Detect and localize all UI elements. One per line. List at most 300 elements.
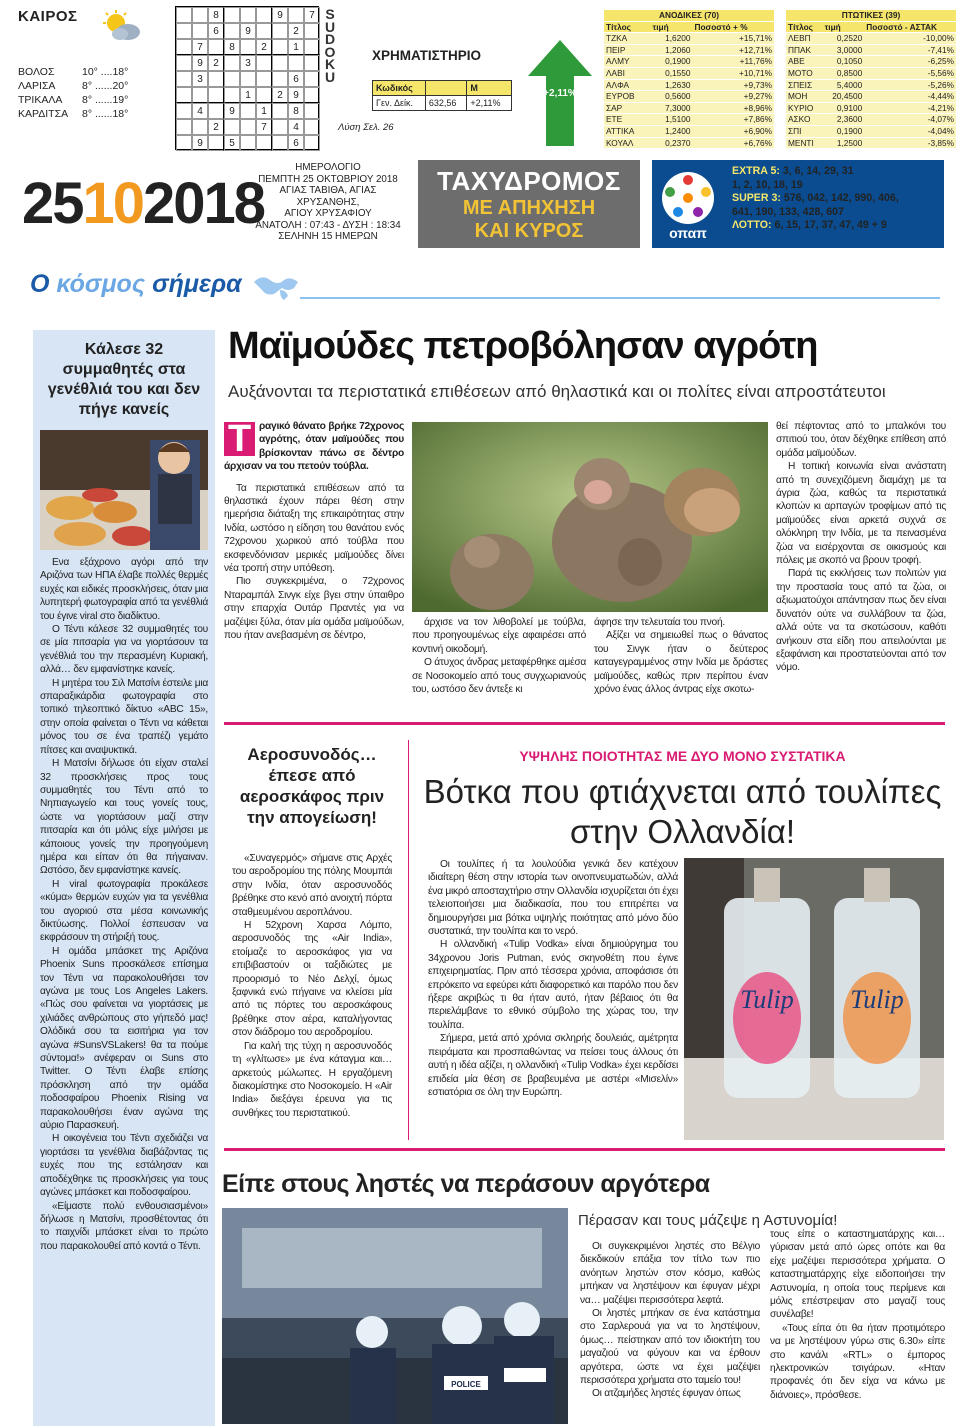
risers-cell: +8,96% [692,102,774,114]
sudoku-letter: K [324,56,336,72]
paragraph: άφησε την τελευταία του πνοή. [594,617,725,628]
sudoku-cell [176,135,192,151]
risers-cell: ΤΖΚΑ [604,33,651,45]
risers-cell: 1,2400 [651,125,693,137]
paragraph: Ο Τέντι κάλεσε 32 συμμαθητές του σε μία πιτσαρία για να γιορτάσουν τα γενέθλιά του την περασμένη Κυριακή, αλλά… δεν εμφανίστηκε κανείς. [40,624,208,676]
sudoku-cell: 9 [192,55,208,71]
paragraph: Η viral φωτογραφία προκάλεσε «κύμα» θερμών ευχών για τα γενέθλια του αγοριού στα μέσα κοινωνικής δικτύωσης. Πολλοί έσπευσαν να εκφράσουν τη στήριξή τους. [40,878,208,944]
sudoku-cell: 2 [272,87,288,103]
table-row [786,114,956,126]
stock-index-table [372,80,512,111]
weather-box [18,8,168,148]
fallers-cell: 1,2500 [823,137,865,149]
sudoku-cell: 3 [192,71,208,87]
table-row [604,102,774,114]
main-column-1 [224,420,404,643]
sudoku-cell [224,23,240,39]
sudoku-cell [304,135,320,151]
sudoku-cell [240,119,256,135]
risers-col-header: Τίτλος [604,21,651,33]
sudoku-cell [192,7,208,23]
sudoku-cell [224,55,240,71]
sudoku-cell: 4 [288,119,304,135]
vodka-bottles-image [684,858,944,1140]
fallers-cell: 0,1900 [823,125,865,137]
sudoku-cell: 1 [256,103,272,119]
risers-title: ΑΝΟΔΙΚΕΣ (70) [604,10,774,21]
fallers-cell: ΣΠΙ [786,125,823,137]
risers-cell: 1,2630 [651,79,693,91]
paragraph: Η μητέρα του Σιλ Ματσίνι έστειλε μια σπαραξικάρδια φωτογραφία στο τοπικό τηλεοπτικό δίκτυο «ABC 15», στην οποία φαίνεται ο Τέντι να κάθεται μόνος του σε ένα τραπέζι γεμάτο πίτσες και αναψυκτικά. [40,677,208,756]
fallers-cell: 0,2520 [823,33,865,45]
section-word-3: σήμερα [152,270,242,298]
paragraph: Οι ληστές μπήκαν σε ένα κατάστημα στο Σαρλερουά για να το ληστέψουν, όμως… πείστηκαν από τον ιδιοκτήτη του μαγαζιού να φύγουν και να έρθουν αργότερα, ώστε να έχει μαζέψει περισσότερα χρήματα στο ταμείο του! [580,1308,760,1387]
sudoku-cell: 7 [256,119,272,135]
fallers-cell: -6,25% [864,56,956,68]
sudoku-cell [304,87,320,103]
sudoku-cell [304,119,320,135]
sudoku-cell [176,7,192,23]
weather-row [18,65,168,79]
sudoku-cell: 5 [224,135,240,151]
fallers-cell: 5,4000 [823,79,865,91]
sudoku-cell [272,135,288,151]
table-row [786,125,956,137]
weather-temp: 8° ......20° [82,80,129,92]
table-row [786,33,956,45]
sudoku-cell [192,119,208,135]
fallers-cell: -4,04% [864,125,956,137]
sudoku-cell: 3 [240,55,256,71]
vertical-divider [408,740,409,1140]
risers-cell: 0,1550 [651,67,693,79]
fallers-cell: -5,26% [864,79,956,91]
paragraph: Οι ατζαμήδες ληστές έφυγαν όπως [592,1388,741,1400]
sudoku-cell [304,23,320,39]
sudoku-cell [208,39,224,55]
newspaper-name: ΤΑΧΥΔΡΟΜΟΣ [437,166,621,196]
sudoku-cell: 2 [208,55,224,71]
sudoku-cell [240,135,256,151]
main-lead-text: ραγικό θάνατο βρήκε 72χρονος αγρότης, όταν μαϊμούδες που βρίσκονταν πάνω σε δέντρο άρχισαν να του πετούν τούβλα. [224,421,404,473]
risers-cell: +6,90% [692,125,774,137]
lottery-line [732,219,899,233]
newspaper-banner [418,160,640,248]
newspaper-slogan-1: ΜΕ ΑΠΗΧΗΣΗ [462,197,596,219]
paragraph: Τα περιστατικά επιθέσεων από τα θηλαστικά έχουν πάρει θέση στην ημερήσια διάταξη της επικαιρότητας στην Ινδία, ωστόσο η είδηση του θανάτου ενός 72χρονου χωρικού από τούβλα που εκσφενδόνισαν μερικές μαϊμούδες δίνει νέα τροπή στην υπόθεση. [224,482,404,575]
sudoku-cell [256,135,272,151]
sudoku-letter: S [325,6,335,22]
table-row [786,137,956,149]
section-word-2: κόσμος [56,270,153,298]
calendar-line: ΗΜΕΡΟΛΟΓΙΟ [295,162,361,173]
calendar-line: ΑΓΙΟΥ ΧΡΥΣΑΦΙΟΥ [284,208,372,219]
sudoku-cell [192,23,208,39]
risers-cell: ΚΟΥΑΛ [604,137,651,149]
risers-cell: +10,71% [692,67,774,79]
date-year: 2018 [143,171,265,236]
paragraph: Η 52χρονη Χαρσα Λόμπο, αεροσυνοδός της «Air India», ετοίμαζε το αεροσκάφος για να επιβιβαστούν οι ταξιδιώτες με προορισμό το Νέο Δελχί, όμως ξαφνικά ενώ πήγαινε να κλείσει μία από τις πόρτες του αεροσκάφους βρέθηκε στον αέρα, καταλήγοντας στον διάδρομο του αεροδρομίου. [232,920,392,1039]
sudoku-cell [304,71,320,87]
sudoku-cell: 9 [272,7,288,23]
fallers-cell: ΑΒΕ [786,56,823,68]
date-day: 25 [22,171,83,236]
sudoku-cell [192,87,208,103]
air-headline: Αεροσυνοδός… έπεσε από αεροσκάφος πριν την απογείωση! [239,745,385,827]
weather-temp: 8° ......18° [82,108,129,120]
sudoku-cell [288,55,304,71]
calendar-line: ΠΕΜΠΤΗ 25 ΟΚΤΩΒΡΙΟΥ 2018 [258,173,398,185]
sudoku-cell [256,55,272,71]
sudoku-cell: 4 [192,103,208,119]
sudoku-cell: 8 [208,7,224,23]
sudoku-cell: 9 [288,87,304,103]
sudoku-cell [176,103,192,119]
table-row [604,79,774,91]
paragraph: Η οικογένεια του Τέντι σχεδιάζει να γιορτάσει τα γενέθλια διαβάζοντας τις ευχές που της εστάλησαν και αποδέχθηκε τις προσκλήσεις για τους αγώνες μπάσκετ και ποδοσφαίρου. [40,1133,208,1199]
sudoku-cell [176,119,192,135]
table-row [604,67,774,79]
police-badge-text: POLICE [451,1380,481,1389]
paragraph: Οι συγκεκριμένοι ληστές στο Βέλγιο διεκδικούν επάξια τον τίτλο των πιο ανόητων ληστών στον κόσμο, καθώς μπήκαν να ληστέψουν και έφυγαν μέχρι να… μαζέψει περισσότερα λεφτά. [580,1241,760,1306]
sun-cloud-icon [102,10,142,42]
weather-row [18,79,168,93]
risers-cell: +15,71% [692,33,774,45]
divider-rule [224,722,945,725]
table-row [786,79,956,91]
sudoku-cell [240,7,256,23]
vodka-headline: Βότκα που φτιάχνεται από τουλίπες στην Ολλανδία! [423,773,942,850]
table-row [604,44,774,56]
paragraph: Αξίζει να σημειωθεί πως ο θάνατος του Σινγκ ήταν ο δεύτερος καταγεγραμμένος στην Ινδία με δράστες μαϊμούδες, καθώς πριν περίπου έναν χρόνο ένας άλλος άντρας είχε σκοτω- [594,630,768,696]
sudoku-letter: D [324,31,336,47]
sudoku-cell [272,103,288,119]
risers-cell: 7,3000 [651,102,693,114]
weather-city: ΒΟΛΟΣ [18,66,55,78]
main-column-4 [776,420,946,675]
fallers-cell: -4,44% [864,91,956,103]
sudoku-cell [256,7,272,23]
arrow-change-label: +2,11% [543,88,577,99]
paragraph: Η ολλανδική «Tulip Vodka» είναι δημιούργημα του 34χρονου Joris Putman, ενός σκηνοθέτη που έγινε επιχειρηματίας. Πριν από τέσσερα χρόνια, αποφάσισε ότι επρόκειτο να εφεύρει κάτι διαφορετικό και παρόλο που δεν ήξερε ακριβώς τι θα ήταν αυτό, ήταν βέβαιος ότι θα περιελάμβανε το εθνικό σύμβολο της χώρας του, την τουλίπα. [428,939,678,1031]
paragraph: Για καλή της τύχη η αεροσυνοδός τη «γλίτωσε» με ένα κάταγμα και… αρκετούς μώλωπες. Η εργαζόμενη διακομίστηκε στο Νοσοκομείο. Η «Air India» διεξάγει έρευνα για τις συνθήκες του περιστατικού. [232,1040,392,1119]
fallers-cell: -4,21% [864,102,956,114]
monkeys-photo [412,422,768,612]
paragraph: Η Ματσίνι δήλωσε ότι είχαν σταλεί 32 προσκλήσεις προς τους συμμαθητές του Τέντι από το Νηπιαγωγείο και τους γονείς τους, ώστε να γιορτάσουν μαζί στην πιτσαρία και ότι μόλις είχε μιλήσει με κάποιους γονείς την προηγούμενη ημέρα και είπαν ότι θα πήγαιναν. Ωστόσο, δεν εμφανίστηκε κανείς. [40,758,208,877]
risers-col-header: Ποσοστό + % [692,21,774,33]
paragraph: τους είπε ο καταστηματάρχης και… γύρισαν μετά από ώρες οπότε και θα είχε μαζέψει περισσότερα χρήματα. Ο καταστηματάρχης είχε ειδοποιήσει την Αστυνομία, η οποία τους περίμενε και μόλις επέστρεψαν στο μαγαζί τους συνέλαβε! [770,1229,945,1321]
sudoku-cell [208,103,224,119]
stock-head-m: Μ [467,81,512,96]
stock-index-value: 632,56 [425,96,467,111]
risers-cell: ΑΛΜΥ [604,56,651,68]
sudoku-cell: 8 [224,39,240,55]
fallers-col-header: Τίτλος [786,21,823,33]
risers-cell: ΑΤΤΙΚΑ [604,125,651,137]
sudoku-cell [256,71,272,87]
sudoku-cell [224,119,240,135]
risers-cell: 0,5600 [651,91,693,103]
police-image [222,1208,568,1424]
sudoku-cell [176,55,192,71]
main-headline: Μαϊμούδες πετροβόλησαν αγρότη [228,325,818,367]
sidebar-headline: Κάλεσε 32 συμμαθητές στα γενέθλιά του και δεν πήγε κανείς [47,341,201,418]
sudoku-cell [208,135,224,151]
lottery-game: ΛΟΤΤΟ: [732,219,772,232]
sudoku-cell [272,55,288,71]
sudoku-cell [224,87,240,103]
section-title [30,270,242,299]
risers-cell: ΕΥΡΟΒ [604,91,651,103]
thieves-headline: Είπε στους ληστές να περάσουν αργότερα [222,1170,710,1198]
table-row [604,91,774,103]
risers-cell: ΛΑΒΙ [604,67,651,79]
risers-cell: +6,76% [692,137,774,149]
lottery-game: EXTRA 5: [732,165,780,177]
table-row [604,125,774,137]
fallers-cell: -4,07% [864,114,956,126]
risers-cell: 0,2370 [651,137,693,149]
paragraph: άρχισε να τον λιθοβολεί με τούβλα, που προηγουμένως είχε αφαιρέσει από κοντινή οικοδομή. [412,617,586,655]
weather-row [18,107,168,121]
sudoku-letter: U [324,68,336,85]
fallers-cell: 3,0000 [823,44,865,56]
fallers-cell: ΛΕΒΠ [786,33,823,45]
vodka-bottles-photo [684,858,944,1140]
thieves-column-2 [770,1228,945,1402]
stock-index-change: +2,11% [467,96,512,111]
paragraph: Οι τουλίπες ή τα λουλούδια γενικά δεν κατέχουν ιδιαίτερη θέση στην ιστορία των οινοπνευματωδών, αλλά ένα μικρό αποσταχτήριο στην Ολλανδία ισχυρίζεται ότι έχει τελειοποιήσει μια διαδικασία, που του επιτρέπει να δημιουργήσει μια βότκα υψηλής ποιότητας από μόνο δύο συστατικά, την τουλίπα και το νερό. [428,859,678,938]
weather-city: ΤΡΙΚΑΛΑ [18,94,63,106]
sudoku-cell: 2 [288,23,304,39]
lottery-results [732,165,899,233]
fallers-cell: ΣΠΕΙΣ [786,79,823,91]
opap-logo-icon [656,162,720,242]
sudoku-cell: 6 [288,71,304,87]
fallers-cell: 0,1050 [823,56,865,68]
paragraph: Παρά τις εκκλήσεις των πολιτών για την προστασία τους από τα ζώα, οι αξιωματούχοι απάντησαν πως δεν είναι δυνατόν ούτε να συλλάβουν τα ζώα, αλλά ούτε να τα σκοτώσουν, καθότι ανήκουν στα είδη που απειλούνται με εξαφάνιση και προστατεύονται από τον νόμο. [776,568,946,674]
weather-temp: 8° ......19° [82,94,129,106]
sudoku-cell [176,23,192,39]
sudoku-cell: 9 [192,135,208,151]
fallers-col-header: τιμή [823,21,865,33]
sudoku-cell [272,23,288,39]
thieves-subheadline: Πέρασαν και τους μάζεψε η Αστυνομία! [578,1212,838,1229]
fallers-cell: ΑΣΚΟ [786,114,823,126]
fallers-cell: 2,3600 [823,114,865,126]
sudoku-solution-note: Λύση Σελ. 26 [338,122,394,133]
lottery-line [732,206,899,220]
sudoku-cell [304,39,320,55]
sudoku-cell [272,119,288,135]
paragraph: Σήμερα, μετά από χρόνια σκληρής δουλειάς, αμέτρητα πειράματα και προσπαθώντας να πείσει τους άλλους ότι αυτή η ιδέα αξίζει, η ολλανδική «Tulip Vodka» έχει κερδίσει επιδεία μία θέση σε βραβευμένα με αστέρι «Μισελίν» εστιατόρια σε όλη την Ευρώπη. [428,1033,678,1098]
paragraph: «Συναγερμός» σήμανε στις Αρχές του αεροδρομίου της πόλης Μουμπάι στην Ινδία, όταν αεροσυνοδός βρέθηκε στο κενό από ανοιχτή πόρτα σταθμευμένου αεροπλάνου. [232,853,392,918]
paragraph: Η ομάδα μπάσκετ της Αριζόνα Phoenix Suns προσκάλεσε επίσημα τον Τέντι να παρακολουθήσει τον αγώνα με τους Los Angeles Lakers. «Πώς σου φαίνεται να γιορτάσεις με χιλιάδες ανθρώπους στο γήπεδό μας! Ολόδικά σου τα εισιτήρια για τον αγώνα #SunsVSLakers! θα τα πούμε σύντομα!» ανέφεραν οι Suns στο Twitter. Ο Τέντι έλαβε επίσης πρόσκληση από την ομάδα ποδοσφαίρου Phoenix Rising να παρακολουθήσει έναν αγώνα της αύριο Παρασκευή. [40,945,208,1132]
sudoku-cell [256,87,272,103]
lottery-numbers: 576, 042, 142, 990, 406, [783,192,899,205]
sudoku-grid [175,6,319,150]
section-word-1: Ο [30,270,57,298]
sudoku-cell [208,71,224,87]
sudoku-cell [272,71,288,87]
risers-cell: ΣΑΡ [604,102,651,114]
main-subheadline: Αυξάνονται τα περιστατικά επιθέσεων από θηλαστικά και οι πολίτες είναι απροστάτευτοι [228,382,886,401]
fallers-cell: -3,85% [864,137,956,149]
sudoku-cell: 2 [256,39,272,55]
risers-cell: 1,5100 [651,114,693,126]
lottery-line [732,165,899,179]
table-row [604,33,774,45]
lottery-numbers: 1, 2, 10, 18, 19 [732,178,803,191]
lottery-numbers: 641, 190, 133, 428, 607 [732,205,844,218]
stock-title: ΧΡΗΜΑΤΙΣΤΗΡΙΟ [372,48,481,63]
fallers-cell: -7,41% [864,44,956,56]
sudoku-cell [272,39,288,55]
stock-head-blank [425,81,467,96]
pizza-table-image [40,430,208,550]
lottery-game: SUPER 3: [732,192,781,205]
fallers-table [786,10,956,149]
lottery-numbers: 3, 6, 14, 29, 31 [782,165,854,177]
fallers-cell: -10,00% [864,33,956,45]
table-row [786,91,956,103]
main-column-3 [594,616,768,696]
birthday-photo [40,430,208,550]
sudoku-cell [304,55,320,71]
risers-col-header: τιμή [651,21,693,33]
paragraph: Πιο συγκεκριμένα, ο 72χρονος Νταραμπάλ Σινγκ είχε βγει στην ύπαιθρο στην επαρχία Ουτάρ Πραντές για να μαζέψει ξύλα, όταν μία ομάδα μαϊμούδων, που ήταν ανεβασμένη σε δέντρο, [224,576,404,642]
sudoku-cell [208,87,224,103]
sudoku-cell: 8 [288,103,304,119]
date-month: 10 [82,171,144,236]
risers-table [604,10,774,149]
risers-cell: 0,1900 [651,56,693,68]
stock-index-name: Γεν. Δείκ. [373,96,426,111]
sudoku-cell [176,71,192,87]
fallers-cell: 0,9100 [823,102,865,114]
thieves-column-1 [580,1240,760,1401]
world-map-icon [250,270,304,302]
weather-city: ΛΑΡΙΣΑ [18,80,56,92]
risers-cell: ΕΤΕ [604,114,651,126]
monkeys-image [412,422,768,612]
fallers-cell: ΚΥΡΙΟ [786,102,823,114]
sudoku-cell [256,23,272,39]
bottle-label-left: Tulip [740,985,794,1014]
bottle-label-right: Tulip [850,985,904,1014]
calendar-line: ΑΓΙΑΣ ΤΑΒΙΘΑ, ΑΓΙΑΣ ΧΡΥΣΑΝΘΗΣ, [279,185,377,208]
sudoku-cell: 6 [288,135,304,151]
paragraph: Η τοπική κοινωνία είναι ανάστατη από τη συνεχιζόμενη διαμάχη με τα άγρια ζώα, καθώς τα περιστατικά κλοπών κι αρπαγών τροφίμων από τις μαϊμούδες είναι αρκετά συχνά σε ολόκληρη την Ινδία, με τα πεινασμένα ζώα να εισέρχονται σε οικισμούς και πόλεις με σκοπό να βρουν τροφή. [776,461,946,567]
risers-cell: ΑΛΦΑ [604,79,651,91]
risers-cell: 1,6200 [651,33,693,45]
dropcap: Τ [224,422,255,456]
risers-cell: +9,27% [692,91,774,103]
table-row [786,44,956,56]
risers-cell: +7,86% [692,114,774,126]
table-row [786,67,956,79]
table-row [604,114,774,126]
sudoku-letter: U [324,18,336,35]
paragraph: Ο άτυχος άνδρας μεταφέρθηκε αμέσα σε Νοσοκομείο από τους συγχωριανούς του, ωστόσο δεν άντεξε κι [412,657,586,696]
lottery-line [732,192,899,206]
sudoku-cell [240,71,256,87]
stock-head-code: Κωδικός [373,81,426,96]
sudoku-cell [240,39,256,55]
paragraph: Ενα εξάχρονο αγόρι από την Αριζόνα των ΗΠΑ έλαβε πολλές θερμές ευχές και ειδικές προσκλήσεις, όταν μια λυπητερή φωτογραφία από τα γενέθλιά του έγινε viral στο διαδίκτυο. [40,557,208,622]
fallers-col-header: Ποσοστό - ΑΣΤΑΚ [864,21,956,33]
sudoku-cell [240,103,256,119]
sudoku-cell: 1 [288,39,304,55]
calendar-block [252,162,404,243]
sudoku-cell: 7 [304,7,320,23]
sudoku-cell [224,71,240,87]
fallers-cell: ΜΟΗ [786,91,823,103]
risers-cell: 1,2060 [651,44,693,56]
sudoku-cell: 7 [192,39,208,55]
sudoku-label [323,8,337,83]
newspaper-slogan-2: ΚΑΙ ΚΥΡΟΣ [474,220,584,242]
sidebar-article-body [40,556,208,1253]
fallers-cell: ΠΠΑΚ [786,44,823,56]
paragraph: θεί πέφτοντας από το μπαλκόνι του σπιτιού του, όταν δέχθηκε επίθεση από ομάδα μαϊμούδων. [776,421,946,459]
sudoku-cell [176,39,192,55]
table-row [604,137,774,149]
risers-cell: +12,71% [692,44,774,56]
fallers-cell: 20,4500 [823,91,865,103]
calendar-line: ΑΝΑΤΟΛΗ : 07:43 - ΔΥΣΗ : 18:34 [255,219,401,231]
sudoku-cell: 9 [224,103,240,119]
risers-cell: ΠΕΙΡ [604,44,651,56]
table-row [786,56,956,68]
sudoku-cell: 6 [208,23,224,39]
fallers-title: ΠΤΩΤΙΚΕΣ (39) [786,10,956,21]
table-row [604,56,774,68]
fallers-cell: 0,8500 [823,67,865,79]
sudoku-cell: 9 [240,23,256,39]
table-row [786,102,956,114]
main-column-2 [412,616,586,696]
sudoku-cell [176,87,192,103]
police-photo [222,1208,568,1424]
lottery-line [732,179,899,193]
opap-logo-text: οπαπ [669,225,707,241]
vodka-kicker: ΥΨΗΛΗΣ ΠΟΙΟΤΗΤΑΣ ΜΕ ΔΥΟ ΜΟΝΟ ΣΥΣΤΑΤΙΚΑ [519,748,846,764]
sudoku-cell [288,7,304,23]
fallers-cell: ΜΟΤΟ [786,67,823,79]
air-article-body [232,852,392,1120]
calendar-line: ΣΕΛΗΝΗ 15 ΗΜΕΡΩΝ [278,231,378,242]
paragraph: «Είμαστε πολύ ενθουσιασμένοι» δήλωσε η Ματσίνι, προσθέτοντας ότι το παιχνίδι μπάσκετ είναι το πρώτο που παρακολουθεί από κοντά ο Τέντι. [40,1200,208,1252]
risers-cell: +9,73% [692,79,774,91]
sudoku-letter: O [324,43,336,60]
vodka-article-body [428,858,678,1099]
main-lead [224,420,404,474]
section-rule [300,297,940,299]
date-display [22,164,264,244]
fallers-cell: -5,56% [864,67,956,79]
fallers-cell: ΜΕΝΤΙ [786,137,823,149]
weather-city: ΚΑΡΔΙΤΣΑ [18,108,69,120]
sudoku-cell: 1 [240,87,256,103]
weather-temp: 10° ....18° [82,66,129,78]
risers-cell: +11,76% [692,56,774,68]
paragraph: «Τους είπα ότι θα ήταν προτιμότερο να με ληστέψουν γύρω στις 6.30» είπε στο κανάλι «RTL» ο έμπορος ηλεκτρονικών τσιγάρων. «Ηταν προφανές ότι δεν είχα να κάνω με διάνοιες», πρόσθεσε. [770,1322,945,1401]
divider-rule-2 [224,1148,945,1151]
sudoku-cell [224,7,240,23]
weather-row [18,93,168,107]
weather-label: ΚΑΙΡΟΣ [18,8,78,25]
